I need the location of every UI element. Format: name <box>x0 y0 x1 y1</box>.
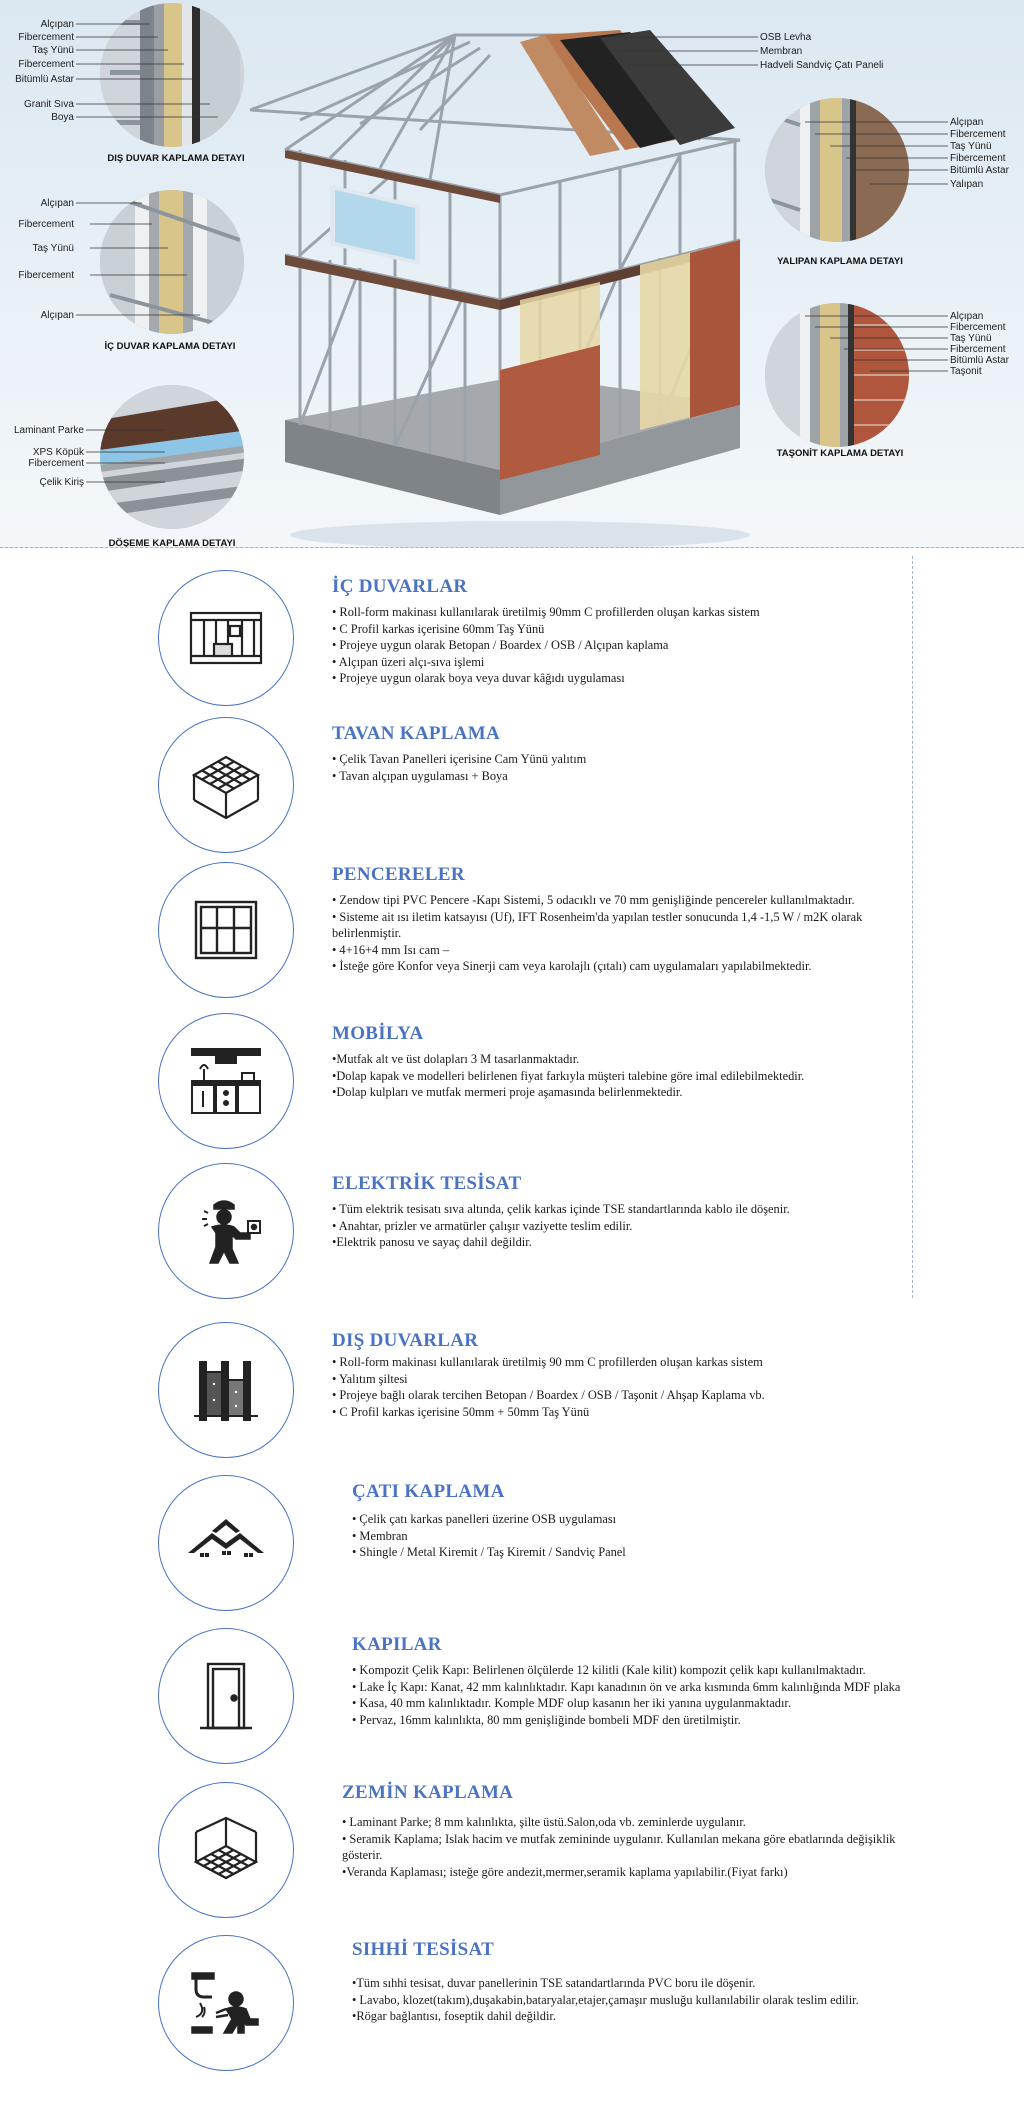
outer-wall-label: Granit Sıva <box>23 99 74 110</box>
section-doors <box>150 1628 930 1778</box>
yalipan-caption: YALIPAN KAPLAMA DETAYI <box>777 256 903 267</box>
inner-wall-label: Alçıpan <box>40 310 74 321</box>
outer-wall-caption: DIŞ DUVAR KAPLAMA DETAYI <box>107 153 245 164</box>
section-line: • C Profil karkas içerisine 50mm + 50mm Taş Yünü <box>332 1404 590 1419</box>
section-title: TAVAN KAPLAMA <box>332 723 501 744</box>
tasonit-caption: TAŞONİT KAPLAMA DETAYI <box>776 448 904 459</box>
section-line: • Roll-form makinası kullanılarak üretilmiş 90 mm C profillerden oluşan karkas sistem <box>332 1355 763 1369</box>
section-line: • Çelik çatı karkas panelleri üzerine OSB uygulaması <box>352 1512 617 1526</box>
section-line: •Dolap kulpları ve mutfak mermeri proje aşamasında belirlenmektedir. <box>332 1085 683 1100</box>
roof-houses-icon <box>158 1475 294 1611</box>
section-plumbing <box>150 1935 930 2080</box>
floor-caption: DÖŞEME KAPLAMA DETAYI <box>108 538 236 548</box>
tasonit-label: Fibercement <box>950 344 1006 355</box>
kitchen-icon <box>158 1013 294 1149</box>
floor-detail-circle <box>100 385 300 535</box>
yalipan-label: Fibercement <box>950 153 1006 164</box>
roof-panels <box>520 30 735 156</box>
section-line: •Elektrik panosu ve sayaç dahil değildir. <box>332 1235 532 1250</box>
section-line: • Tüm elektrik tesisatı sıva altında, çelik karkas içinde TSE standartlarında kablo ile döşenir. <box>332 1202 790 1216</box>
tasonit-detail-circle <box>760 300 920 450</box>
section-title: MOBİLYA <box>332 1023 424 1044</box>
yalipan-label: Taş Yünü <box>950 141 992 152</box>
tasonit-label: Alçıpan <box>950 311 984 322</box>
inner-wall-label: Fibercement <box>18 270 74 281</box>
outer-wall-label: Alçıpan <box>40 19 74 30</box>
yalipan-label: Yalıpan <box>950 179 984 190</box>
yalipan-label: Bitümlü Astar <box>950 165 1009 176</box>
section-line: • Roll-form makinası kullanılarak üretilmiş 90mm C profillerden oluşan karkas sistem <box>332 605 760 619</box>
tasonit-label: Taş Yünü <box>950 333 992 344</box>
floor-room-icon <box>158 1782 294 1918</box>
section-line: • Zendow tipi PVC Pencere -Kapı Sistemi, 5 odacıklı ve 70 mm genişliğinde pencereler kullanılmaktadır. <box>332 893 855 907</box>
outer-wall-label: Fibercement <box>18 32 74 43</box>
section-line: • Anahtar, prizler ve armatürler çalışır vaziyette teslim edilir. <box>332 1218 633 1233</box>
inner-wall-detail-circle <box>100 180 300 350</box>
section-title: SIHHİ TESİSAT <box>352 1939 495 1960</box>
section-title: ELEKTRİK TESİSAT <box>332 1173 522 1194</box>
section-line: •Veranda Kaplaması; isteğe göre andezit,mermer,seramik kaplama yapılabilir.(Fiyat farkı) <box>342 1864 788 1879</box>
roof-label: OSB Levha <box>760 32 812 43</box>
section-inner-walls <box>150 570 930 710</box>
roof-label: Hadveli Sandviç Çatı Paneli <box>760 60 884 71</box>
steel-frame-house-illustration <box>0 0 1024 548</box>
inner-wall-label: Taş Yünü <box>32 243 74 254</box>
electrician-icon <box>158 1163 294 1299</box>
section-line: • Seramik Kaplama; Islak hacim ve mutfak zemininde uygulanır. Kullanılan mekana göre ebatlarında değişiklik gösterir. <box>342 1831 899 1863</box>
section-roofing <box>150 1475 930 1615</box>
section-line: • İsteğe göre Konfor veya Sinerji cam veya karolajlı (çıtalı) cam uygulamaları yapılabilmektedir. <box>332 959 812 974</box>
floor-label: Laminant Parke <box>13 425 84 436</box>
section-ceiling <box>150 717 930 857</box>
section-title: İÇ DUVARLAR <box>332 576 468 597</box>
floor-label: XPS Köpük <box>32 447 84 458</box>
section-line: • Çelik Tavan Panelleri içerisine Cam Yünü yalıtım <box>332 752 587 766</box>
section-line: • Laminant Parke; 8 mm kalınlıkta, şilte üstü.Salon,oda vb. zeminlerde uygulanır. <box>342 1815 746 1829</box>
roof-label: Membran <box>760 46 803 57</box>
section-line: • Kasa, 40 mm kalınlıktadır. Komple MDF olup kasanın her iki yanına uygulanmaktadır. <box>352 1696 791 1711</box>
ceiling-grid-icon <box>158 717 294 853</box>
outer-wall-label: Bitümlü Astar <box>15 74 74 85</box>
outer-wall-panel-icon <box>158 1322 294 1458</box>
section-line: • Kompozit Çelik Kapı: Belirlenen ölçülerde 12 kilitli (Kale kilit) kompozit çelik kapı kullanılmaktadır. <box>352 1663 866 1677</box>
floor-slab <box>285 255 500 310</box>
inner-wall-caption: İÇ DUVAR KAPLAMA DETAYI <box>104 341 236 352</box>
section-line: • Lavabo, klozet(takım),duşakabin,bataryalar,etajer,çamaşır musluğu kullanılabilir olarak teslim edilir. <box>352 1992 859 2007</box>
section-line: • Projeye bağlı olarak tercihen Betopan / Boardex / OSB / Taşonit / Ahşap Kaplama vb. <box>332 1388 765 1403</box>
section-title: ÇATI KAPLAMA <box>352 1481 505 1502</box>
section-line: • C Profil karkas içerisine 60mm Taş Yünü <box>332 621 545 636</box>
tasonit-label: Taşonit <box>950 366 982 377</box>
roof-labels <box>760 32 883 71</box>
window-icon <box>158 862 294 998</box>
construction-illustration <box>0 0 1024 548</box>
plumber-icon <box>158 1935 294 2071</box>
section-line: •Dolap kapak ve modelleri belirlenen fiyat farkıyla müşteri talebine göre imal edilebilmektedir. <box>332 1068 805 1083</box>
section-line: • Projeye uygun olarak boya veya duvar kâğıdı uygulaması <box>332 671 625 686</box>
yalipan-label: Alçıpan <box>950 117 984 128</box>
section-furniture <box>150 1013 930 1158</box>
section-line: • Pervaz, 16mm kalınlıkta, 80 mm genişliğinde bombeli MDF den üretilmiştir. <box>352 1712 741 1727</box>
door-icon <box>158 1628 294 1764</box>
section-line: • Sisteme ait ısı iletim katsayısı (Uf), IFT Rosenheim'da yapılan testler sonucunda 1,4 -1,5 W / m2K olarak belirlenmiştir. <box>332 909 866 941</box>
outer-wall-label: Fibercement <box>18 59 74 70</box>
section-line: • Membran <box>352 1528 408 1543</box>
section-title: DIŞ DUVARLAR <box>332 1330 479 1351</box>
inner-wall-label: Fibercement <box>18 219 74 230</box>
section-line: • Lake İç Kapı: Kanat, 42 mm kalınlıktadır. Kapı kanadının ön ve arka kısmında 6mm kalınlığında MDF plaka <box>352 1679 901 1694</box>
section-line: •Mutfak alt ve üst dolapları 3 M tasarlanmaktadır. <box>332 1052 580 1066</box>
section-line: • Projeye uygun olarak Betopan / Boardex / OSB / Alçıpan kaplama <box>332 638 669 653</box>
tasonit-label: Fibercement <box>950 322 1006 333</box>
outer-wall-label: Taş Yünü <box>32 45 74 56</box>
wall-frame-icon <box>158 570 294 706</box>
section-line: • Yalıtım şiltesi <box>332 1371 408 1386</box>
section-line: • Shingle / Metal Kiremit / Taş Kiremit / Sandviç Panel <box>352 1545 626 1560</box>
section-title: PENCERELER <box>332 864 465 885</box>
section-line: •Rögar bağlantısı, foseptik dahil değildir. <box>352 2009 556 2024</box>
section-outer-walls <box>150 1322 930 1462</box>
section-electrical <box>150 1163 930 1303</box>
section-flooring <box>150 1782 930 1927</box>
outer-wall-label: Boya <box>51 112 74 123</box>
section-line: • Alçıpan üzeri alçı-sıva işlemi <box>332 654 485 669</box>
yalipan-label: Fibercement <box>950 129 1006 140</box>
section-line: • Tavan alçıpan uygulaması + Boya <box>332 768 508 783</box>
section-title: KAPILAR <box>352 1634 442 1655</box>
floor-label: Fibercement <box>28 458 84 469</box>
section-line: • 4+16+4 mm Isı cam – <box>332 942 450 957</box>
floor-label: Çelik Kiriş <box>39 477 84 488</box>
section-windows <box>150 862 930 1012</box>
section-line: •Tüm sıhhi tesisat, duvar panellerinin TSE satandartlarında PVC boru ile döşenir. <box>352 1976 756 1990</box>
tasonit-label: Bitümlü Astar <box>950 355 1009 366</box>
inner-wall-label: Alçıpan <box>40 198 74 209</box>
section-title: ZEMİN KAPLAMA <box>342 1782 514 1803</box>
